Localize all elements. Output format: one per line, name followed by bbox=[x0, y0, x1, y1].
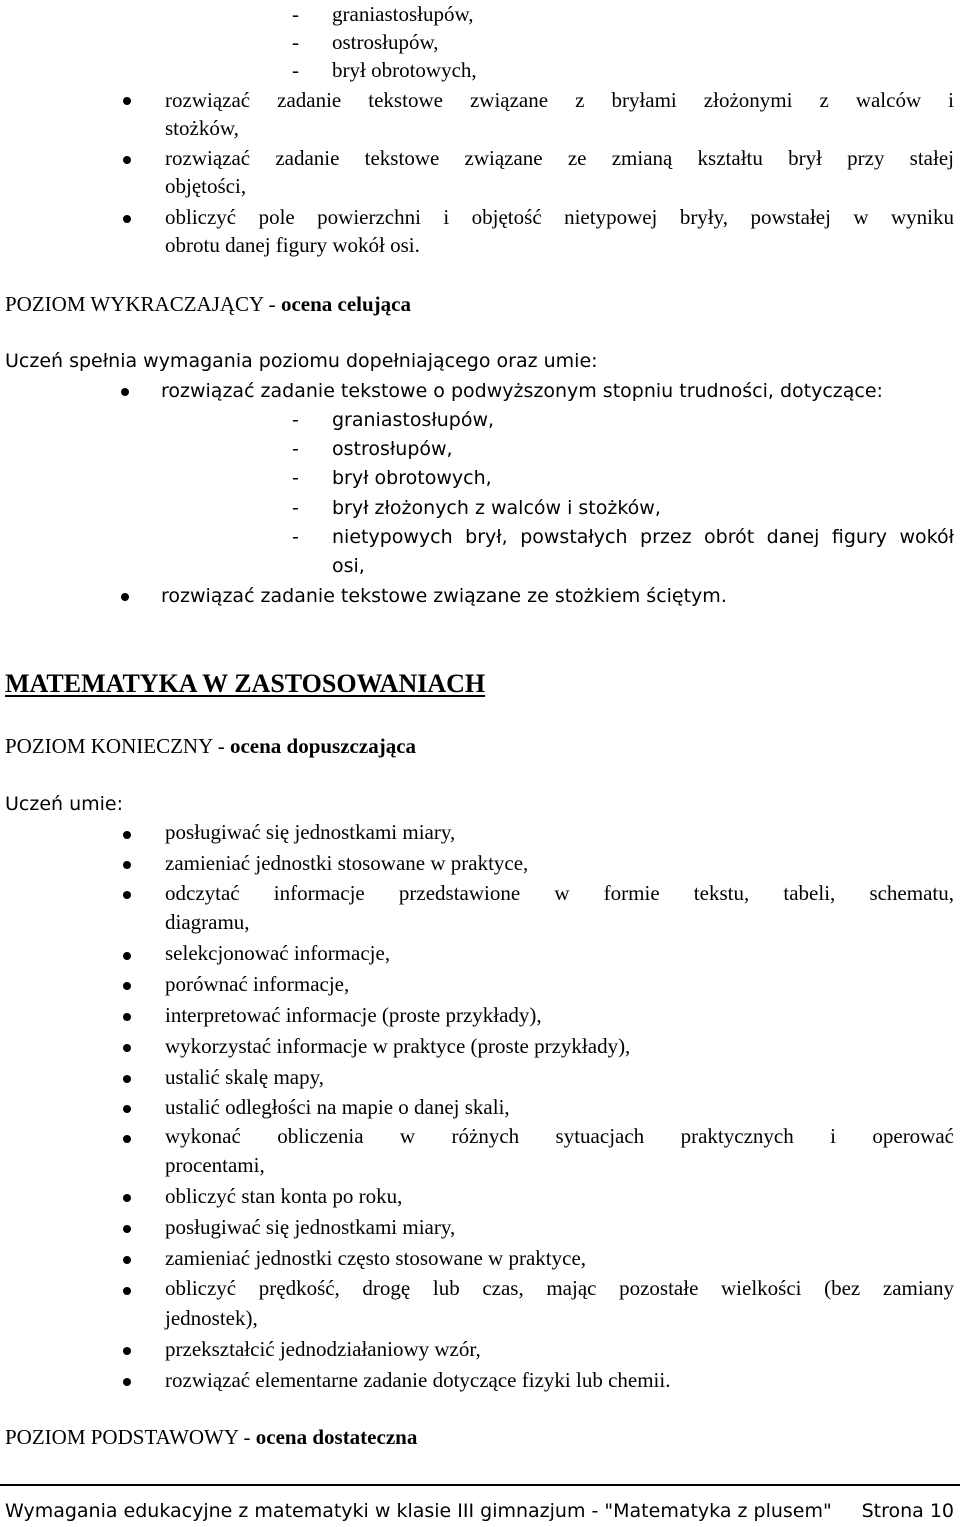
dash-marker: - bbox=[292, 526, 299, 548]
list-item: ostrosłupów, bbox=[332, 30, 439, 54]
list-item: zamieniać jednostki stosowane w praktyce, bbox=[165, 851, 529, 875]
list-item: wykorzystać informacje w praktyce (proste przykłady), bbox=[165, 1034, 631, 1058]
bullet-icon bbox=[123, 982, 131, 990]
list-item: posługiwać się jednostkami miary, bbox=[165, 1215, 456, 1239]
list-item: zamieniać jednostki często stosowane w praktyce, bbox=[165, 1246, 587, 1270]
level-heading bbox=[5, 1423, 417, 1451]
list-item: obliczyć prędkość, drogę lub czas, mając pozostałe wielkości (bez zamiany bbox=[165, 1276, 954, 1300]
list-item-continuation: diagramu, bbox=[165, 910, 250, 934]
bullet-icon bbox=[123, 1378, 131, 1386]
list-item: ustalić odległości na mapie o danej skali, bbox=[165, 1095, 510, 1119]
section-title: MATEMATYKA W ZASTOSOWANIACH bbox=[5, 669, 486, 698]
list-item-continuation: stożków, bbox=[165, 116, 239, 140]
list-item: brył obrotowych, bbox=[332, 58, 477, 82]
list-item: graniastosłupów, bbox=[332, 2, 474, 26]
bullet-icon bbox=[121, 593, 129, 601]
grade-name: ocena celująca bbox=[280, 292, 411, 316]
bullet-icon bbox=[123, 156, 131, 164]
page-number: Strona 10 bbox=[861, 1500, 954, 1522]
dash-marker: - bbox=[292, 497, 299, 519]
bullet-icon bbox=[123, 1256, 131, 1264]
list-item-continuation: procentami, bbox=[165, 1153, 265, 1177]
bullet-icon bbox=[123, 215, 131, 223]
bullet-icon bbox=[123, 1013, 131, 1021]
list-item: graniastosłupów, bbox=[332, 409, 495, 431]
list-item-continuation: jednostek), bbox=[165, 1306, 258, 1330]
footer-divider bbox=[0, 1484, 960, 1486]
bullet-icon bbox=[123, 1194, 131, 1202]
level-name: POZIOM PODSTAWOWY - bbox=[5, 1425, 256, 1449]
list-item: brył złożonych z walców i stożków, bbox=[332, 497, 661, 519]
bullet-icon bbox=[123, 952, 131, 960]
list-item: selekcjonować informacje, bbox=[165, 941, 391, 965]
grade-name: ocena dopuszczająca bbox=[229, 734, 417, 758]
level-name: POZIOM WYKRACZAJĄCY - bbox=[5, 292, 281, 316]
list-item: posługiwać się jednostkami miary, bbox=[165, 820, 456, 844]
list-item: odczytać informacje przedstawione w formie tekstu, tabeli, schematu, bbox=[165, 881, 954, 905]
list-item: obliczyć pole powierzchni i objętość nietypowej bryły, powstałej w wyniku bbox=[165, 205, 954, 229]
list-item: nietypowych brył, powstałych przez obrót danej figury wokół bbox=[332, 526, 954, 548]
bullet-icon bbox=[123, 1075, 131, 1083]
level-heading bbox=[5, 290, 411, 318]
list-item: rozwiązać zadanie tekstowe związane ze stożkiem ściętym. bbox=[161, 585, 727, 607]
list-item: brył obrotowych, bbox=[332, 467, 492, 489]
level-heading bbox=[5, 732, 416, 760]
bullet-icon bbox=[123, 1347, 131, 1355]
dash-marker: - bbox=[292, 409, 299, 431]
list-item: interpretować informacje (proste przykłady), bbox=[165, 1003, 542, 1027]
dash-marker: - bbox=[292, 467, 299, 489]
list-item-continuation: obrotu danej figury wokół osi. bbox=[165, 233, 420, 257]
bullet-icon bbox=[123, 891, 131, 899]
list-item: rozwiązać zadanie tekstowe związane z bryłami złożonymi z walców i bbox=[165, 88, 954, 112]
list-item-continuation: osi, bbox=[332, 555, 365, 577]
dash-marker: - bbox=[292, 58, 299, 82]
bullet-icon bbox=[123, 1287, 131, 1295]
list-item: obliczyć stan konta po roku, bbox=[165, 1184, 403, 1208]
bullet-icon bbox=[123, 97, 131, 105]
dash-marker: - bbox=[292, 438, 299, 460]
list-item: ustalić skalę mapy, bbox=[165, 1065, 325, 1089]
bullet-icon bbox=[123, 861, 131, 869]
list-item: wykonać obliczenia w różnych sytuacjach praktycznych i operować bbox=[165, 1124, 954, 1148]
list-item: rozwiązać zadanie tekstowe związane ze zmianą kształtu brył przy stałej bbox=[165, 146, 954, 170]
list-item: rozwiązać zadanie tekstowe o podwyższonym stopniu trudności, dotyczące: bbox=[161, 380, 883, 402]
bullet-icon bbox=[123, 1135, 131, 1143]
intro-text: Uczeń spełnia wymagania poziomu dopełniającego oraz umie: bbox=[5, 350, 598, 372]
bullet-icon bbox=[123, 831, 131, 839]
list-item-continuation: objętości, bbox=[165, 174, 247, 198]
level-name: POZIOM KONIECZNY - bbox=[5, 734, 230, 758]
bullet-icon bbox=[121, 388, 129, 396]
list-item: ostrosłupów, bbox=[332, 438, 453, 460]
list-item: przekształcić jednodziałaniowy wzór, bbox=[165, 1337, 481, 1361]
grade-name: ocena dostateczna bbox=[255, 1425, 418, 1449]
bullet-icon bbox=[123, 1044, 131, 1052]
list-item: porównać informacje, bbox=[165, 972, 350, 996]
footer-title: Wymagania edukacyjne z matematyki w klasie III gimnazjum - "Matematyka z plusem" bbox=[5, 1500, 832, 1522]
bullet-icon bbox=[123, 1225, 131, 1233]
dash-marker: - bbox=[292, 30, 299, 54]
list-item: rozwiązać elementarne zadanie dotyczące fizyki lub chemii. bbox=[165, 1368, 671, 1392]
bullet-icon bbox=[123, 1105, 131, 1113]
dash-marker: - bbox=[292, 2, 299, 26]
intro-text: Uczeń umie: bbox=[5, 793, 124, 815]
